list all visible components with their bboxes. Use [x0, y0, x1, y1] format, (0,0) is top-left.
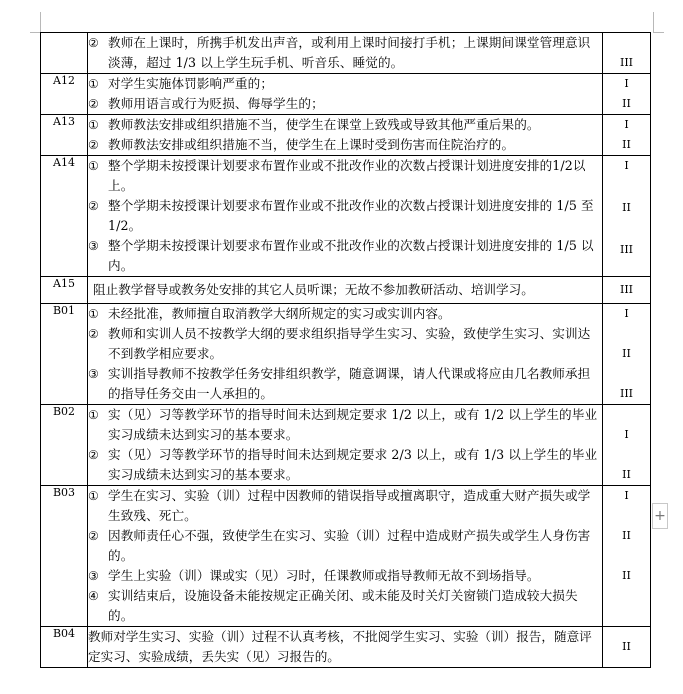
- grade-value: II: [622, 468, 631, 481]
- table-row: [41, 277, 651, 304]
- list-item: [88, 566, 602, 586]
- item-text: 实（见）习等教学环节的指导时间未达到规定要求 2/3 以上，或有 1/3 以上学生的毕业实习成绩未达到实习的基本要求。: [108, 447, 598, 482]
- item-number: ②: [88, 138, 99, 152]
- row-code: B02: [41, 405, 88, 486]
- row-grade: [603, 304, 651, 405]
- item-text: 教师和实训人员不按教学大纲的要求组织指导学生实习、实验，致使学生实习、实训达不到教学相应要求。: [108, 326, 591, 361]
- list-item: [88, 324, 602, 364]
- item-number: ①: [88, 489, 99, 503]
- row-content: [88, 486, 603, 627]
- grade-value: III: [619, 283, 634, 296]
- row-code: A14: [41, 156, 88, 277]
- page-corner-mark-left: [30, 12, 41, 33]
- table-row: [41, 627, 651, 668]
- table-row: [41, 304, 651, 405]
- list-item: [88, 196, 602, 236]
- grade-value: I: [624, 118, 629, 131]
- row-content: [88, 627, 603, 668]
- list-item: [88, 486, 602, 526]
- row-grade: [603, 33, 651, 74]
- item-text: 实训指导教师不按教学任务安排组织教学，随意调课，请人代课或将应由几名教师承担的指导任务交由一人承担的。: [108, 366, 591, 401]
- item-text: 教师教法安排或组织措施不当，使学生在上课时受到伤害而住院治疗的。: [108, 137, 515, 152]
- item-number: ②: [88, 199, 99, 213]
- table-row: [41, 74, 651, 115]
- item-text: 教师在上课时，所携手机发出声音，或利用上课时间接打手机；上课期间课堂管理意识淡薄，超过 1/3 以上学生玩手机、听音乐、睡觉的。: [108, 35, 591, 70]
- row-content: [88, 277, 603, 304]
- list-item: [88, 33, 602, 73]
- row-code: A15: [41, 277, 88, 304]
- list-item: [88, 74, 602, 94]
- item-text: 教师对学生实习、实验（训）过程不认真考核，不批阅学生实习、实验（训）报告，随意评定实习、实验成绩，丢失实（见）习报告的。: [88, 629, 592, 664]
- list-item: [88, 115, 602, 135]
- item-number: ①: [88, 408, 99, 422]
- item-text: 学生在实习、实验（训）过程中因教师的错误指导或擅离职守，造成重大财产损失或学生致残、死亡。: [108, 488, 591, 523]
- list-item: [88, 586, 602, 626]
- row-content: [88, 33, 603, 74]
- item-text: 整个学期未按授课计划要求布置作业或不批改作业的次数占授课计划进度安排的 1/5 以内。: [108, 238, 594, 273]
- row-grade: [603, 74, 651, 115]
- list-item: [88, 405, 602, 445]
- row-code: [41, 33, 88, 74]
- grade-value: II: [622, 529, 631, 542]
- grade-value: II: [622, 640, 631, 653]
- grade-value: II: [622, 97, 631, 110]
- grade-value: III: [619, 243, 634, 256]
- item-number: ②: [88, 36, 99, 50]
- row-content: [88, 74, 603, 115]
- table-row: [41, 405, 651, 486]
- row-content: [88, 156, 603, 277]
- grade-value: I: [624, 307, 629, 320]
- table-row: [41, 486, 651, 627]
- row-grade: [603, 156, 651, 277]
- table-row: [41, 33, 651, 74]
- item-number: ②: [88, 327, 99, 341]
- row-grade: [603, 277, 651, 304]
- row-grade: [603, 115, 651, 156]
- item-text: 对学生实施体罚影响严重的；: [108, 76, 274, 91]
- list-item: [88, 156, 602, 196]
- item-number: ④: [88, 589, 99, 603]
- item-text: 未经批准，教师擅自取消教学大纲所规定的实习或实训内容。: [108, 306, 451, 321]
- row-grade: [603, 627, 651, 668]
- page-corner-mark-right: [653, 12, 664, 33]
- list-item: [88, 135, 602, 155]
- row-code: B04: [41, 627, 88, 668]
- grade-value: II: [622, 347, 631, 360]
- table-row: [41, 156, 651, 277]
- grade-value: I: [624, 77, 629, 90]
- row-content: [88, 405, 603, 486]
- row-code: B01: [41, 304, 88, 405]
- item-text: 整个学期未按授课计划要求布置作业或不批改作业的次数占授课计划进度安排的 1/5 至 1/2。: [108, 198, 594, 233]
- item-number: ②: [88, 448, 99, 462]
- item-number: ①: [88, 159, 99, 173]
- list-item: [88, 94, 602, 114]
- list-item: [88, 526, 602, 566]
- grade-value: II: [622, 138, 631, 151]
- grade-value: II: [622, 201, 631, 214]
- row-grade: [603, 405, 651, 486]
- item-number: ②: [88, 97, 99, 111]
- row-content: [88, 304, 603, 405]
- item-number: ③: [88, 367, 99, 381]
- grade-value: II: [622, 569, 631, 582]
- row-grade: [603, 486, 651, 627]
- item-text: 实（见）习等教学环节的指导时间未达到规定要求 1/2 以上，或有 1/2 以上学生的毕业实习成绩未达到实习的基本要求。: [108, 407, 598, 442]
- list-item: [88, 364, 602, 404]
- item-number: ②: [88, 529, 99, 543]
- item-number: ③: [88, 569, 99, 583]
- grade-value: I: [624, 489, 629, 502]
- item-text: 教师教法安排或组织措施不当，使学生在课堂上致残或导致其他严重后果的。: [108, 117, 540, 132]
- list-item: [88, 445, 602, 485]
- add-row-button[interactable]: +: [652, 503, 668, 529]
- row-code: A13: [41, 115, 88, 156]
- item-number: ①: [88, 118, 99, 132]
- item-text: 实训结束后，设施设备未能按规定正确关闭、或未能及时关灯关窗锁门造成较大损失的。: [108, 588, 578, 623]
- row-content: [88, 115, 603, 156]
- grade-value: I: [624, 159, 629, 172]
- list-item: [88, 304, 602, 324]
- item-text: 学生上实验（训）课或实（见）习时，任课教师或指导教师无故不到场指导。: [108, 568, 540, 583]
- evaluation-table: [40, 32, 651, 668]
- item-text: 阻止教学督导或教务处安排的其它人员听课；无故不参加教研活动、培训学习。: [93, 282, 534, 297]
- item-text: 整个学期未按授课计划要求布置作业或不批改作业的次数占授课计划进度安排的1/2以上。: [108, 158, 586, 193]
- row-code: A12: [41, 74, 88, 115]
- item-number: ①: [88, 77, 99, 91]
- item-number: ③: [88, 239, 99, 253]
- table-row: [41, 115, 651, 156]
- item-number: ①: [88, 307, 99, 321]
- item-text: 因教师责任心不强，致使学生在实习、实验（训）过程中造成财产损失或学生人身伤害的。: [108, 528, 591, 563]
- row-code: B03: [41, 486, 88, 627]
- grade-value: III: [619, 56, 634, 69]
- grade-value: I: [624, 428, 629, 441]
- list-item: [88, 236, 602, 276]
- item-text: 教师用语言或行为贬损、侮辱学生的；: [108, 96, 324, 111]
- grade-value: III: [619, 387, 634, 400]
